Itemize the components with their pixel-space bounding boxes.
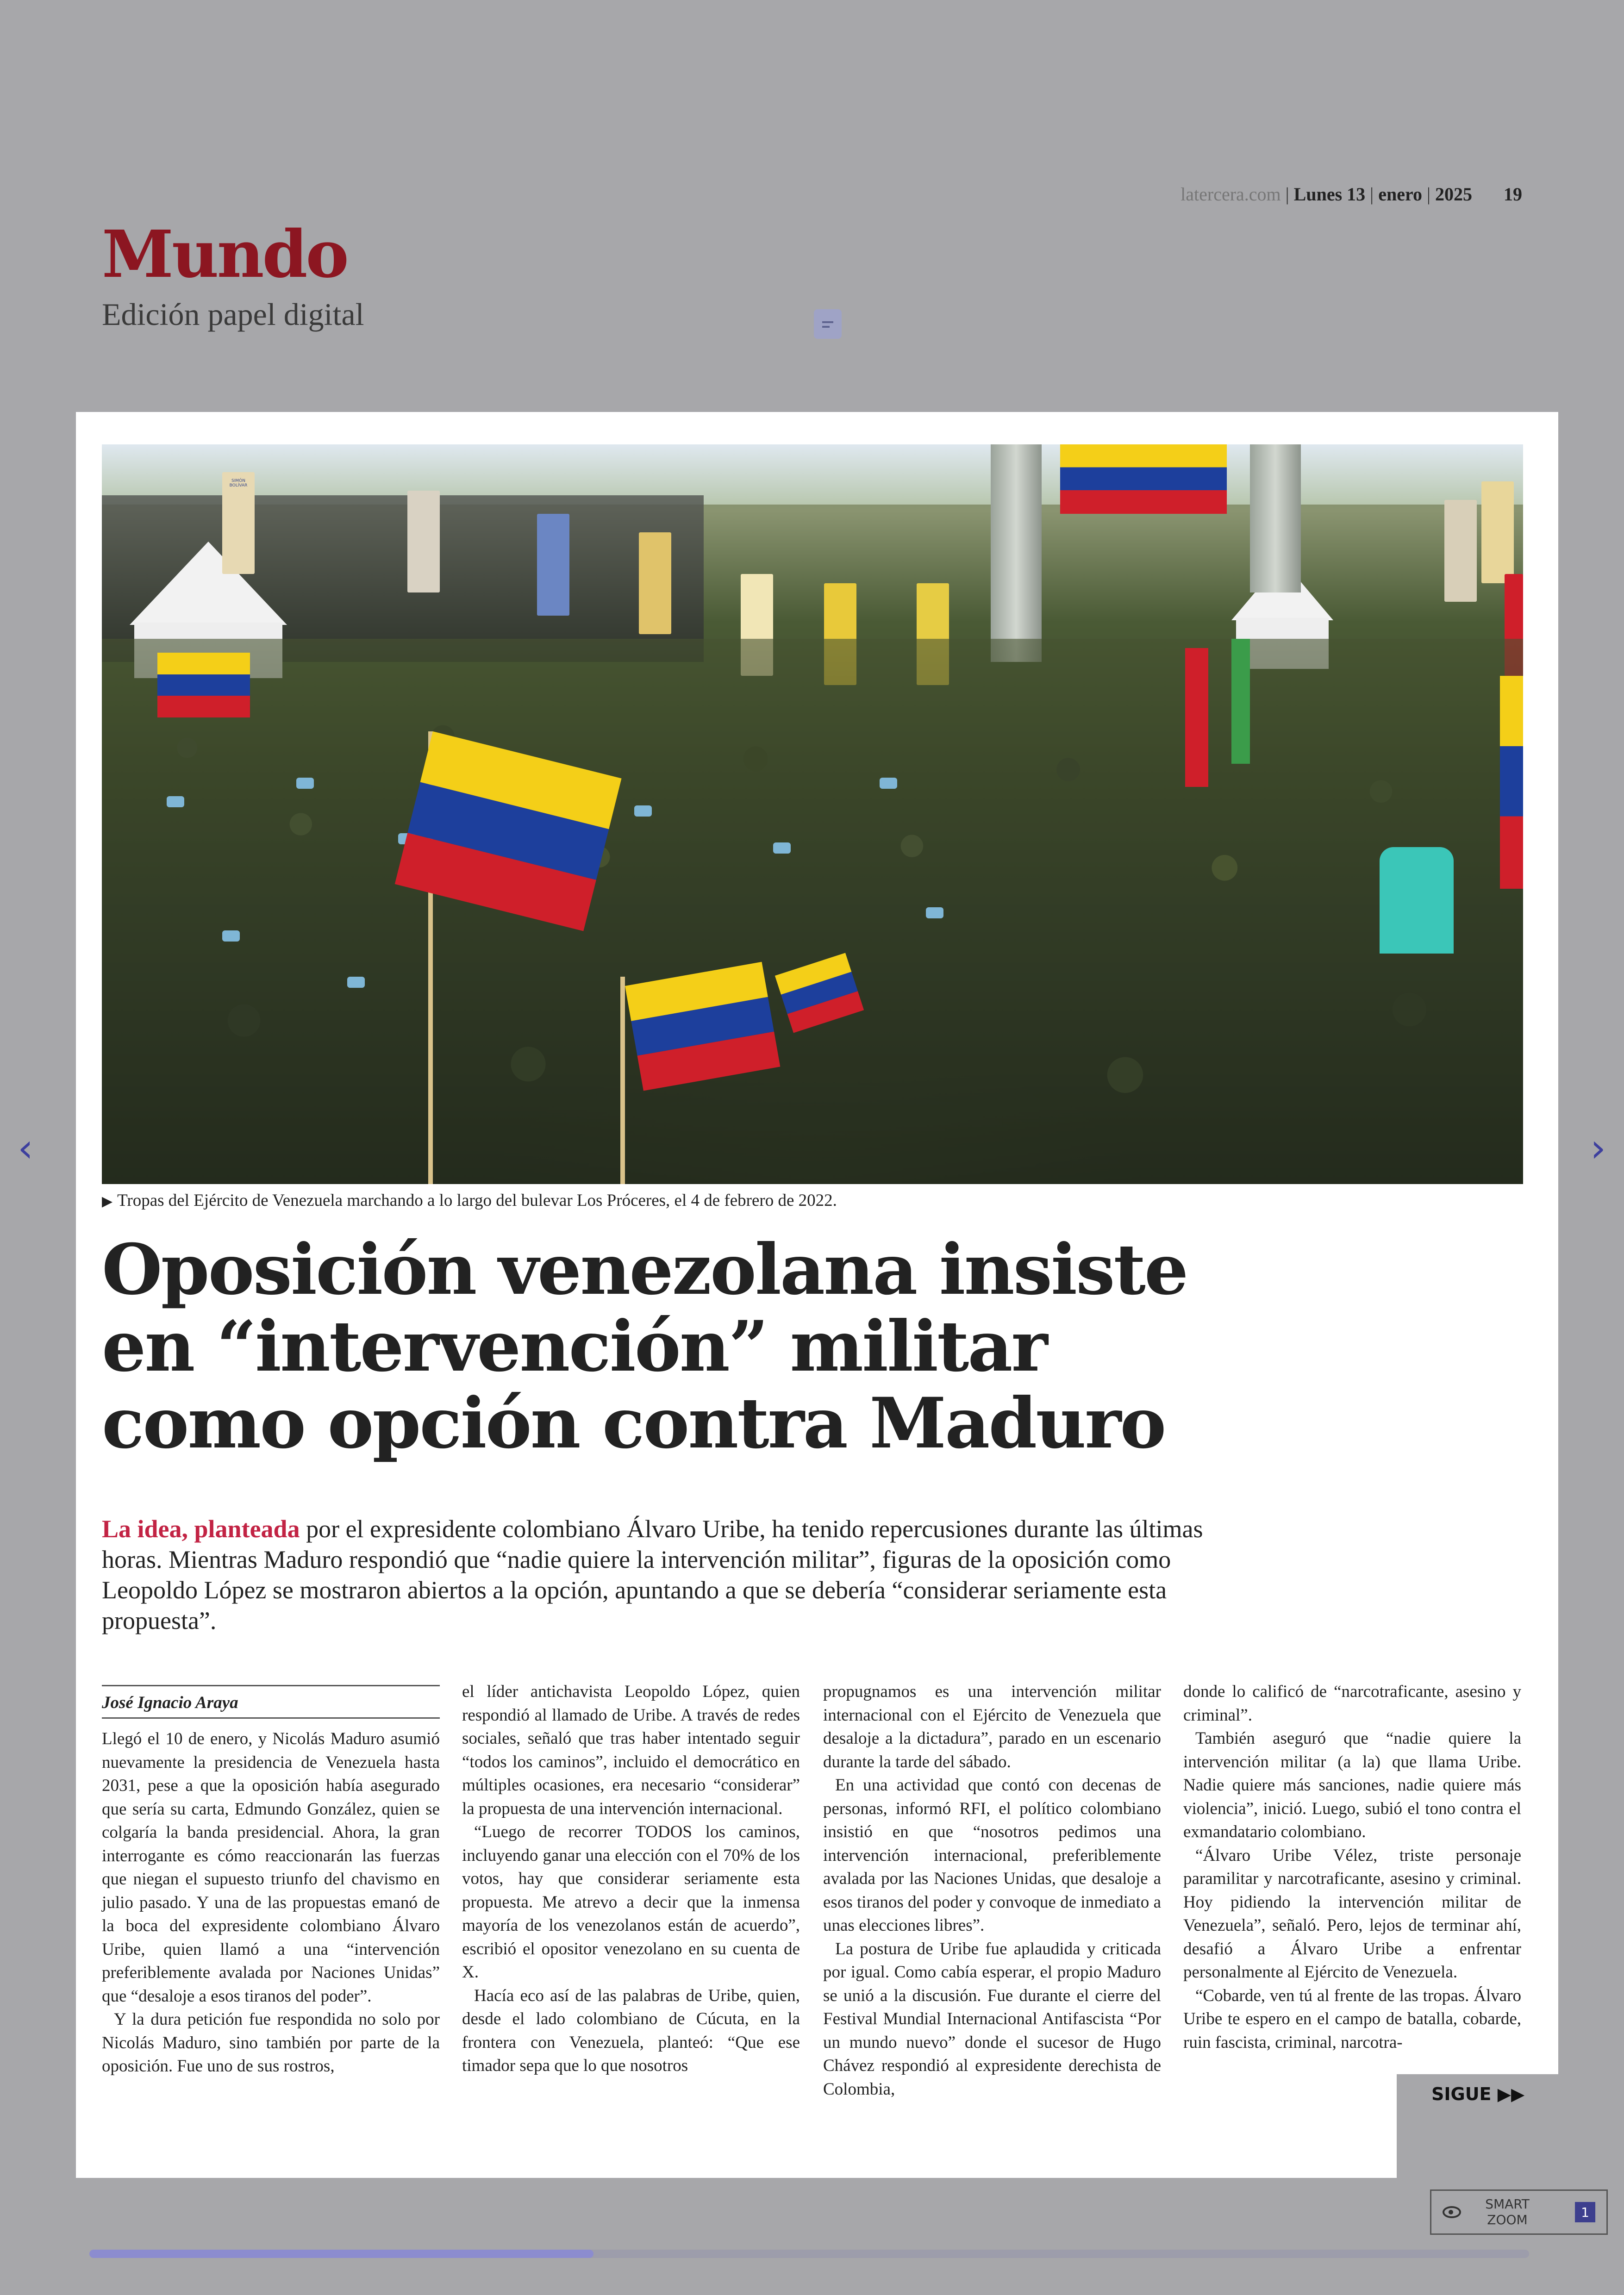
article-photo xyxy=(102,444,1523,1184)
smart-zoom-count-badge: 1 xyxy=(1575,2202,1595,2222)
headline: Oposición venezolana insiste en “intervención” militar como opción contra Maduro xyxy=(102,1229,1187,1464)
article-column-3 xyxy=(823,1680,1161,2101)
lead-paragraph xyxy=(102,1514,1204,1636)
page-progress-bar[interactable] xyxy=(89,2250,1529,2258)
paragraph: En una actividad que contó con decenas de personas, informó RFI, el político colombiano insistió en que “nosotros pedimos una intervención internacional, preferiblemente avalada por las Naciones Unidas, que desaloje a esos tiranos del poder y convoque de inmediato a unas elecciones libres”. xyxy=(823,1776,1161,1935)
section-title: Mundo xyxy=(102,217,347,293)
page-number: 19 xyxy=(1504,184,1522,205)
paragraph: el líder antichavista Leopoldo López, quien respondió al llamado de Uribe. A través de redes sociales, señaló que tras haber intentado seguir “todos los caminos”, incluido el democrático en múltiples ocasiones, era necesario “considerar” la propuesta de una intervención internacional. xyxy=(462,1682,800,1818)
date-year: 2025 xyxy=(1435,184,1472,205)
photo-caption xyxy=(102,1191,837,1210)
byline: José Ignacio Araya xyxy=(102,1693,238,1712)
next-page-chevron-right-icon[interactable]: › xyxy=(1590,1125,1606,1171)
site-name: latercera.com xyxy=(1181,184,1281,205)
smart-zoom-label: SMART ZOOM xyxy=(1485,2196,1530,2227)
continue-link[interactable]: SIGUE ▶▶ xyxy=(1431,2084,1525,2104)
paragraph: Llegó el 10 de enero, y Nicolás Maduro asumió nuevamente la presidencia de Venezuela hasta 2031, pese a que la oposición había asegurado que sería su carta, Edmundo González, quien se colgaría la banda presidencial. Ahora, la gran interrogante es cómo reaccionarán las fuerzas que niegan el supuesto triunfo del chavismo en julio pasado. Y una de las propuestas emanó de la boca del expresidente colombiano Álvaro Uribe, quien llamó a una “intervención preferiblemente avalada por Naciones Unidas” que “desaloje a esos tiranos del poder”. xyxy=(102,1729,440,2006)
article-column-1 xyxy=(102,1727,440,2078)
page-meta: latercera.com | Lunes 13 | enero | 2025 19 xyxy=(1181,184,1522,205)
page-progress-fill xyxy=(89,2250,593,2258)
prev-page-chevron-left-icon[interactable]: ‹ xyxy=(18,1125,33,1171)
lead-text: por el expresidente colombiano Álvaro Uribe, ha tenido repercusiones durante las últimas horas. Mientras Maduro respondió que “nadie quiere la intervención militar”, figuras de la oposición como Leopoldo López se mostraron abiertos a la opción, apuntando a que se debería “considerar seriamente esta propuesta”. xyxy=(102,1515,1203,1634)
paragraph: “Álvaro Uribe Vélez, triste personaje paramilitar y narcotraficante, asesino y criminal. Hoy pidiendo la intervención militar de Venezuela”, señaló. Pero, lejos de terminar ahí, desafió a Álvaro Uribe a enfrentar personalmente al Ejército de Venezuela. xyxy=(1183,1846,1521,1982)
article-column-4 xyxy=(1183,1680,1521,2054)
photo-caption-text: Tropas del Ejército de Venezuela marchando a lo largo del bulevar Los Próceres, el 4 de febrero de 2022. xyxy=(117,1191,837,1210)
date-month: enero xyxy=(1378,184,1422,205)
paragraph: donde lo calificó de “narcotraficante, asesino y criminal”. xyxy=(1183,1682,1521,1725)
date-day: Lunes 13 xyxy=(1293,184,1366,205)
byline-box xyxy=(102,1685,440,1719)
caption-marker-icon: ▶ xyxy=(102,1194,113,1209)
paragraph: También aseguró que “nadie quiere la intervención militar (a la) que llama Uribe. Nadie quiere más sanciones, nadie quiere más violencia”, inició. Luego, subió el tono contra el exmandatario colombiano. xyxy=(1183,1729,1521,1841)
paragraph: Hacía eco así de las palabras de Uribe, quien, desde el lado colombiano de Cúcuta, en la frontera con Venezuela, planteó: “Que ese timador sepa que lo que nosotros xyxy=(462,1986,800,2075)
paragraph: propugnamos es una intervención militar internacional con el Ejército de Venezuela que desaloje a la dictadura”, parado en un escenario durante la tarde del sábado. xyxy=(823,1682,1161,1771)
note-icon[interactable] xyxy=(814,309,842,339)
smart-zoom-button[interactable] xyxy=(1430,2189,1608,2235)
paragraph: Y la dura petición fue respondida no solo por Nicolás Maduro, sino también por parte de la oposición. Fue uno de sus rostros, xyxy=(102,2010,440,2076)
banner-text: SIMÓN BOLÍVAR xyxy=(229,479,248,488)
eye-icon xyxy=(1443,2206,1461,2218)
paragraph: “Luego de recorrer TODOS los caminos, incluyendo ganar una elección con el 70% de los votos, hay que considerar seriamente esta propuesta. Me atrevo a decir que la inmensa mayoría de los venezolanos están de acuerdo”, escribió el opositor venezolano en su cuenta de X. xyxy=(462,1822,800,1982)
paragraph: La postura de Uribe fue aplaudida y criticada por igual. Como cabía esperar, el propio Maduro se unió a la discusión. Fue durante el cierre del Festival Mundial Internacional Antifascista “Por un mundo nuevo” donde el sucesor de Hugo Chávez respondió al expresidente derechista de Colombia, xyxy=(823,1939,1161,2099)
lead-kicker: La idea, planteada xyxy=(102,1515,300,1543)
section-subtitle: Edición papel digital xyxy=(102,297,364,332)
article-column-2 xyxy=(462,1680,800,2078)
paragraph: “Cobarde, ven tú al frente de las tropas. Álvaro Uribe te espero en el campo de batalla, cobarde, ruin fascista, criminal, narcotra- xyxy=(1183,1986,1521,2052)
